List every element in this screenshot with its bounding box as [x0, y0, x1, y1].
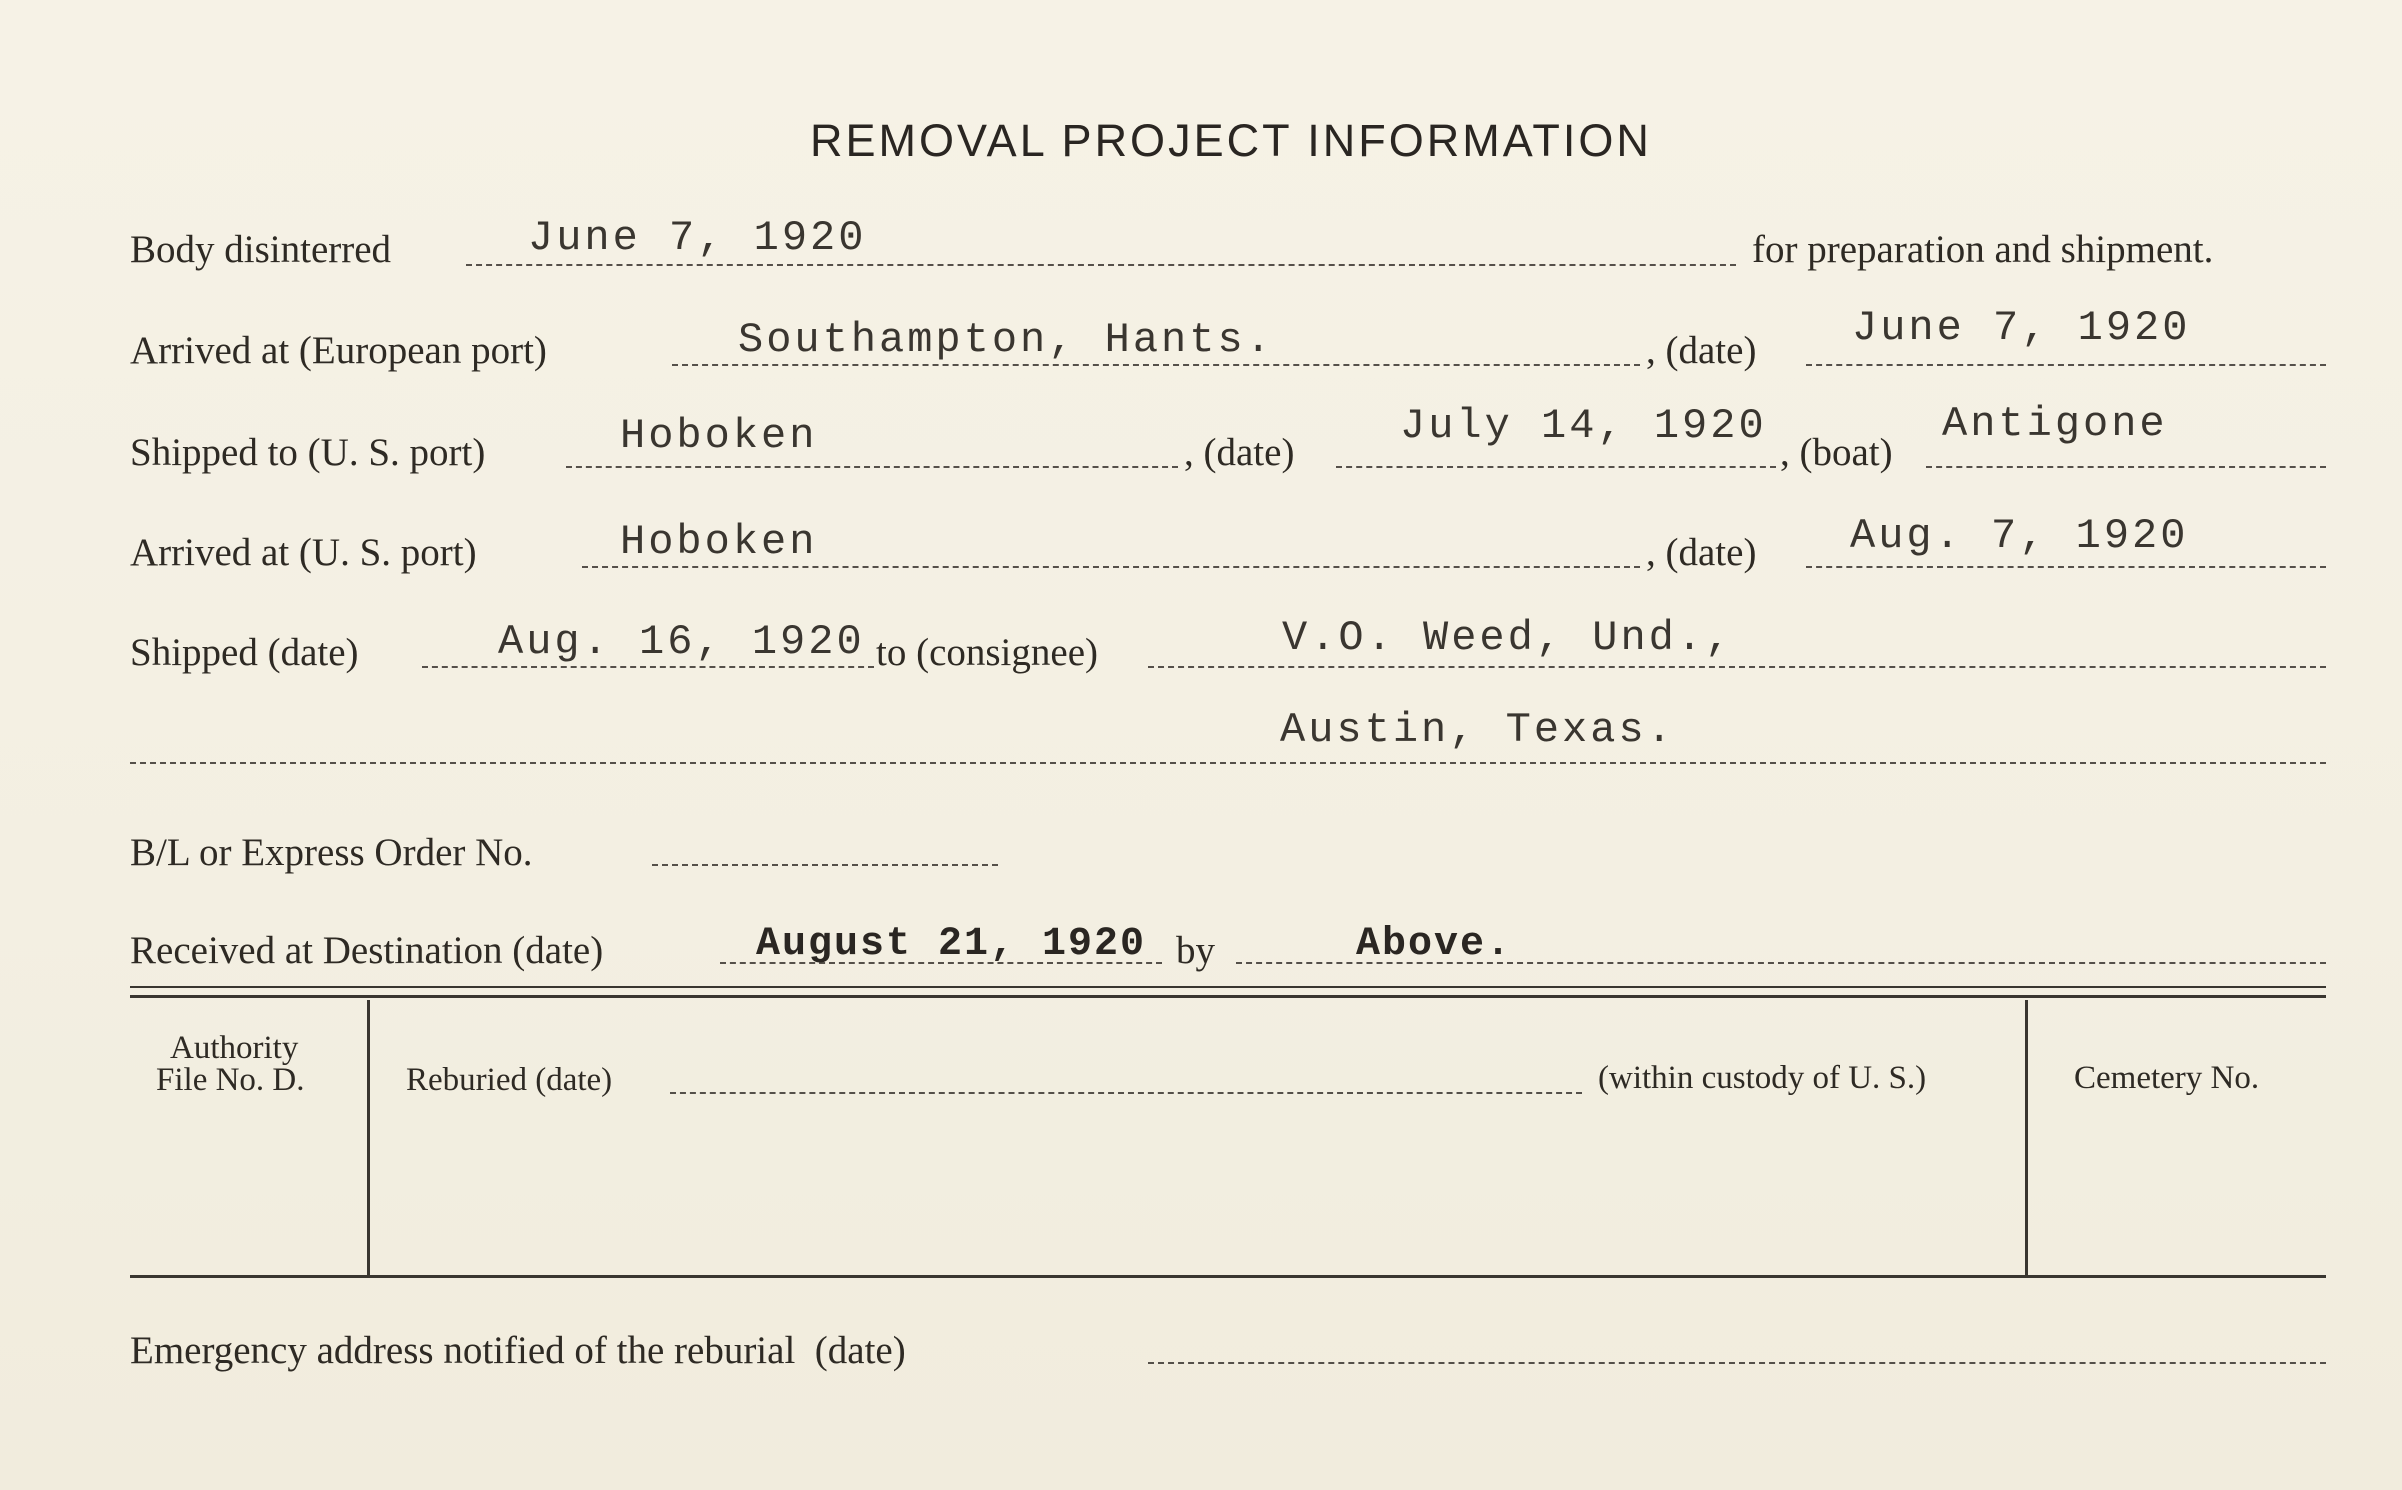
authority-label-line2: File No. D.	[156, 1062, 305, 1098]
received-by-value: Above.	[1356, 922, 1513, 967]
shipped-date-value: Aug. 16, 1920	[498, 618, 865, 666]
cemetery-label: Cemetery No.	[2074, 1060, 2260, 1096]
arrived-us-port-value: Hoboken	[620, 518, 818, 566]
box-divider-right	[2025, 1000, 2028, 1275]
shipped-date-line	[422, 666, 874, 668]
box-divider-left	[367, 1000, 370, 1275]
arrived-europe-date-value: June 7, 1920	[1852, 304, 2191, 352]
reburied-label: Reburied (date)	[406, 1062, 613, 1098]
shipped-us-date-value: July 14, 1920	[1400, 402, 1767, 450]
arrived-europe-date-line	[1806, 364, 2326, 366]
arrived-us-date-line	[1806, 566, 2326, 568]
custody-label: (within custody of U. S.)	[1598, 1060, 1927, 1096]
shipped-us-line	[566, 466, 1178, 468]
disinterred-suffix: for preparation and shipment.	[1752, 228, 2214, 271]
box-bottom-rule	[130, 1275, 2326, 1278]
reburied-line	[670, 1092, 1582, 1094]
received-label: Received at Destination (date)	[130, 929, 604, 972]
card-title: REMOVAL PROJECT INFORMATION	[810, 115, 1652, 166]
disinterred-value: June 7, 1920	[528, 214, 867, 262]
disinterred-line	[466, 264, 1736, 266]
box-top-rule-2	[130, 995, 2326, 998]
consignee-line	[1148, 666, 2326, 668]
consignee-label: to (consignee)	[876, 631, 1099, 674]
consignee-value-line1: V.O. Weed, Und.,	[1282, 614, 1734, 662]
arrived-europe-label: Arrived at (European port)	[130, 329, 547, 372]
arrived-us-date-value: Aug. 7, 1920	[1850, 512, 2189, 560]
arrived-europe-date-label: , (date)	[1646, 329, 1757, 372]
disinterred-label: Body disinterred	[130, 228, 392, 271]
consignee-value-line2: Austin, Texas.	[1280, 706, 1675, 754]
shipped-us-label: Shipped to (U. S. port)	[130, 431, 486, 474]
shipped-us-boat-line	[1926, 466, 2326, 468]
shipped-us-date-label: , (date)	[1184, 431, 1295, 474]
shipped-us-date-line	[1336, 466, 1776, 468]
shipped-us-boat-value: Antigone	[1942, 400, 2168, 448]
authority-label-line1: Authority	[170, 1030, 299, 1066]
arrived-us-date-label: , (date)	[1646, 531, 1757, 574]
shipped-date-label: Shipped (date)	[130, 631, 359, 674]
shipped-us-boat-label: , (boat)	[1780, 431, 1893, 474]
emergency-label: Emergency address notified of the reburial (date)	[130, 1329, 906, 1372]
arrived-us-label: Arrived at (U. S. port)	[130, 531, 477, 574]
bl-label: B/L or Express Order No.	[130, 831, 533, 874]
received-date-value: August 21, 1920	[756, 922, 1147, 967]
arrived-europe-port-value: Southampton, Hants.	[738, 316, 1274, 364]
arrived-europe-line	[672, 364, 1640, 366]
emergency-line	[1148, 1362, 2326, 1364]
bl-line	[652, 864, 998, 866]
box-top-rule	[130, 986, 2326, 988]
shipped-us-port-value: Hoboken	[620, 412, 818, 460]
received-by-label: by	[1176, 929, 1215, 972]
consignee-continuation-line	[130, 762, 2326, 764]
arrived-us-line	[582, 566, 1640, 568]
